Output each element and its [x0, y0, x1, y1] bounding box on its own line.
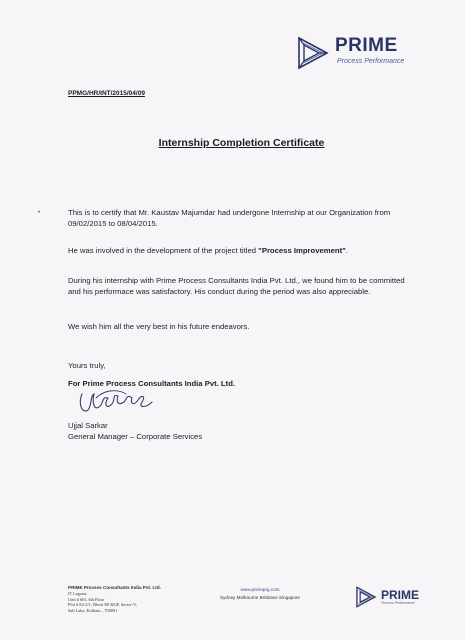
footer-address-line: Plot # E2-2/1, Block EP &GP, Sector-V,	[68, 602, 137, 608]
project-paragraph	[68, 246, 418, 257]
wishes-paragraph: We wish him all the very best in his future endeavors.	[68, 322, 250, 331]
footer-tagline: Process Performance	[381, 600, 415, 605]
signature-image	[76, 384, 156, 420]
signer-block	[68, 421, 202, 442]
reference-number: PPMG/HR/INT/2015/04/09	[68, 90, 145, 97]
page-title: Internship Completion Certificate	[158, 137, 325, 149]
footer-contact	[200, 586, 320, 602]
signer-designation: General Manager – Corporate Services	[68, 431, 203, 441]
header-logo	[297, 36, 404, 70]
footer-cities: Sydney Melbourne Brisbane Singapore	[220, 595, 300, 600]
footer-company: PRIME Process Consultants India Pvt. Ltd.	[68, 585, 161, 590]
project-title: "Process Improvement"	[258, 246, 346, 255]
footer-address-line: Unit # 601, 6th Floor	[68, 596, 105, 602]
footer-logo	[355, 586, 419, 608]
footer-brand: PRIME	[381, 587, 420, 602]
closing-text: Yours truly,	[68, 361, 106, 370]
conduct-paragraph: During his internship with Prime Process Consultants India Pvt. Ltd., we found him to be committed and his performace was satisfactory. His conduct during the period was also appreciable.	[68, 276, 405, 296]
footer-address-line: Salt Lake, Kolkata – 700091	[68, 608, 118, 614]
header-brand: PRIME	[335, 35, 398, 56]
footer-address-line: IT Lagoon,	[68, 590, 88, 596]
bullet-dot: •	[38, 210, 41, 216]
project-prefix: He was involved in the development of the project titled	[68, 246, 259, 255]
project-suffix: .	[345, 246, 348, 255]
footer-address	[68, 585, 161, 614]
certify-paragraph: This is to certify that Mr. Kaustav Majumdar had undergone Internship at our Organization from 09/02/2015 to 08/04/2015.	[68, 208, 391, 228]
for-company: For Prime Process Consultants India Pvt. Ltd.	[68, 379, 236, 388]
prime-logo-icon	[297, 36, 329, 70]
header-tagline: Process Performance	[337, 58, 405, 65]
prime-logo-icon	[355, 586, 377, 608]
signer-name: Ujjal Sarkar	[68, 421, 108, 430]
footer-website[interactable]: www.primeprg.com	[240, 587, 280, 592]
